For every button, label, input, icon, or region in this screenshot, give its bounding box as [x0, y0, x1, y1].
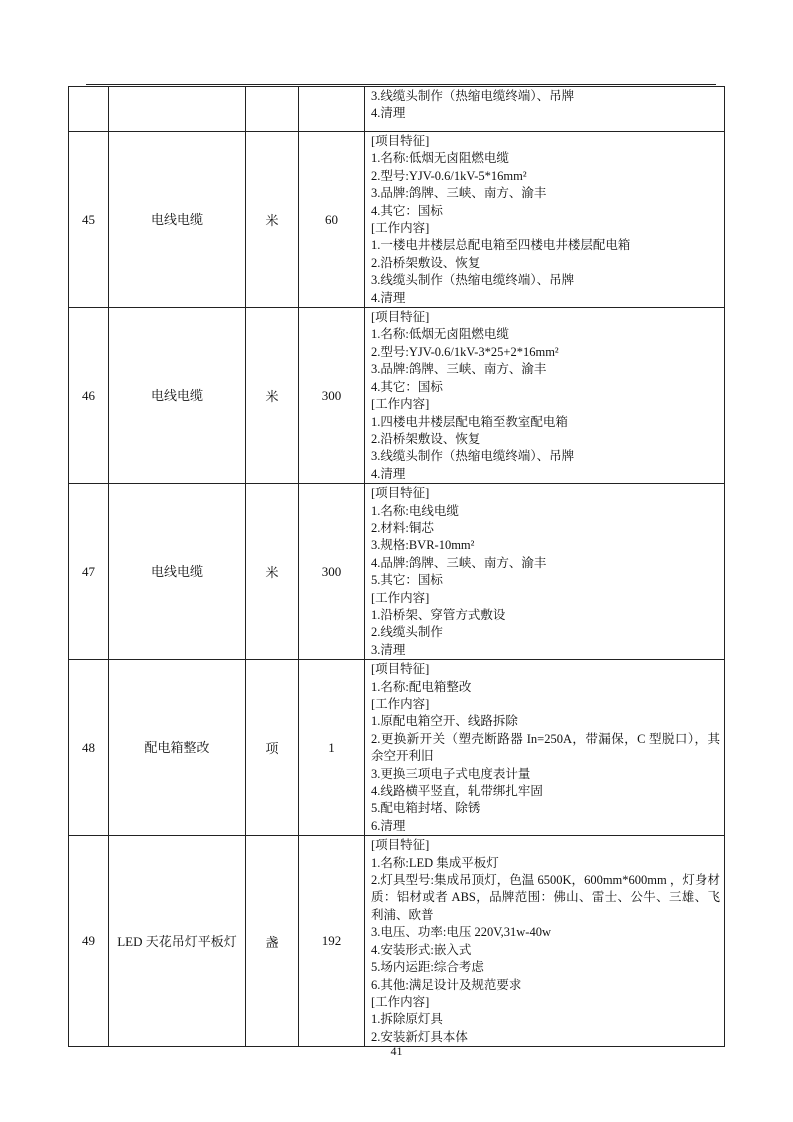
- header-rule: [86, 84, 716, 85]
- description-line: 2.材料:铜芯: [371, 520, 434, 535]
- description-line: 4.安装形式:嵌入式: [371, 942, 472, 957]
- item-number-cell: 45: [69, 132, 109, 308]
- description-line: 3.线缆头制作（热缩电缆终端）、吊牌: [371, 273, 575, 288]
- description-line: 1.名称:LED 集成平板灯: [371, 855, 499, 870]
- description-line: 1.名称:配电箱整改: [371, 679, 472, 694]
- description-cell: [365, 308, 725, 484]
- item-name-cell: 电线电缆: [109, 132, 246, 308]
- description-line: 3.规格:BVR-10mm²: [371, 538, 475, 553]
- item-number-cell: 47: [69, 484, 109, 660]
- description-line: [项目特征]: [371, 662, 430, 677]
- description-line: 1.一楼电井楼层总配电箱至四楼电井楼层配电箱: [371, 238, 631, 253]
- table-row: [69, 132, 725, 308]
- description-line: [工作内容]: [371, 994, 430, 1009]
- description-line: 3.品牌:鸽牌、三峡、南方、渝丰: [371, 362, 547, 377]
- table-row: [69, 87, 725, 132]
- description-line: 4.清理: [371, 290, 406, 305]
- description-line: [工作内容]: [371, 697, 430, 711]
- description-line: 2.更换新开关（塑壳断路器 In=250A，带漏保，C 型脱口），其余空开利旧: [371, 731, 720, 764]
- description-line: 4.清理: [371, 466, 406, 481]
- description-line: 1.沿桥架、穿管方式敷设: [371, 607, 506, 622]
- description-line: 2.安装新灯具本体: [371, 1029, 468, 1044]
- description-line: 2.灯具型号:集成吊顶灯，色温 6500K，600mm*600mm ，灯身材质：铝材或者 ABS，品牌范围：佛山、雷士、公牛、三雄、飞利浦、欧普: [371, 873, 720, 922]
- description-line: [工作内容]: [371, 397, 430, 412]
- table-row: [69, 660, 725, 836]
- description-line: 1.名称:低烟无卤阻燃电缆: [371, 151, 509, 166]
- quantity-cell: 192: [299, 836, 365, 1047]
- description-line: 4.线路横平竖直，轧带绑扎牢固: [371, 784, 543, 799]
- description-line: 3.线缆头制作（热缩电缆终端）、吊牌: [371, 89, 575, 103]
- page-number: 41: [390, 1044, 403, 1058]
- item-name-cell: 配电箱整改: [109, 660, 246, 836]
- item-number-cell: [69, 87, 109, 132]
- quantity-cell: 60: [299, 132, 365, 308]
- description-line: 2.线缆头制作: [371, 625, 443, 640]
- description-cell: [365, 87, 725, 132]
- description-line: 1.名称:电线电缆: [371, 503, 459, 518]
- description-line: 3.更换三项电子式电度表计量: [371, 766, 531, 781]
- table-row: [69, 836, 725, 1047]
- description-line: [工作内容]: [371, 590, 430, 605]
- description-line: [项目特征]: [371, 310, 430, 325]
- unit-cell: [246, 87, 299, 132]
- description-line: 4.品牌:鸽牌、三峡、南方、渝丰: [371, 555, 547, 570]
- description-line: 5.场内运距:综合考虑: [371, 960, 484, 975]
- item-name-cell: 电线电缆: [109, 484, 246, 660]
- description-line: 3.清理: [371, 642, 406, 657]
- description-cell: [365, 836, 725, 1047]
- description-line: 4.清理: [371, 106, 406, 121]
- quantity-cell: [299, 87, 365, 132]
- description-line: 1.原配电箱空开、线路拆除: [371, 714, 518, 729]
- quantity-cell: 300: [299, 308, 365, 484]
- description-line: [项目特征]: [371, 838, 430, 853]
- description-line: [项目特征]: [371, 134, 430, 148]
- quantity-cell: 1: [299, 660, 365, 836]
- item-name-cell: LED 天花吊灯平板灯: [109, 836, 246, 1047]
- table-row: [69, 484, 725, 660]
- description-line: 3.线缆头制作（热缩电缆终端）、吊牌: [371, 449, 575, 464]
- description-line: 2.沿桥架敷设、恢复: [371, 431, 481, 446]
- bill-of-quantities-table: [68, 86, 725, 1047]
- description-line: 2.型号:YJV-0.6/1kV-3*25+2*16mm²: [371, 344, 559, 359]
- description-cell: [365, 484, 725, 660]
- description-line: 3.品牌:鸽牌、三峡、南方、渝丰: [371, 186, 547, 201]
- description-line: [工作内容]: [371, 221, 430, 236]
- description-line: 6.其他:满足设计及规范要求: [371, 977, 522, 992]
- description-line: 4.其它：国标: [371, 379, 443, 394]
- description-line: [项目特征]: [371, 486, 430, 501]
- description-line: 3.电压、功率:电压 220V,31w-40w: [371, 925, 551, 940]
- description-line: 5.其它：国标: [371, 573, 443, 588]
- description-line: 2.沿桥架敷设、恢复: [371, 255, 481, 270]
- unit-cell: 米: [246, 484, 299, 660]
- item-number-cell: 46: [69, 308, 109, 484]
- description-cell: [365, 132, 725, 308]
- description-cell: [365, 660, 725, 836]
- table-row: [69, 308, 725, 484]
- item-name-cell: [109, 87, 246, 132]
- description-line: 2.型号:YJV-0.6/1kV-5*16mm²: [371, 168, 527, 183]
- unit-cell: 米: [246, 132, 299, 308]
- description-line: 1.名称:低烟无卤阻燃电缆: [371, 327, 509, 342]
- item-number-cell: 48: [69, 660, 109, 836]
- description-line: 4.其它：国标: [371, 203, 443, 218]
- description-line: 6.清理: [371, 818, 406, 833]
- unit-cell: 盏: [246, 836, 299, 1047]
- description-line: 1.拆除原灯具: [371, 1012, 443, 1027]
- unit-cell: 项: [246, 660, 299, 836]
- item-name-cell: 电线电缆: [109, 308, 246, 484]
- unit-cell: 米: [246, 308, 299, 484]
- item-number-cell: 49: [69, 836, 109, 1047]
- quantity-cell: 300: [299, 484, 365, 660]
- description-line: 1.四楼电井楼层配电箱至教室配电箱: [371, 414, 568, 429]
- description-line: 5.配电箱封堵、除锈: [371, 801, 481, 816]
